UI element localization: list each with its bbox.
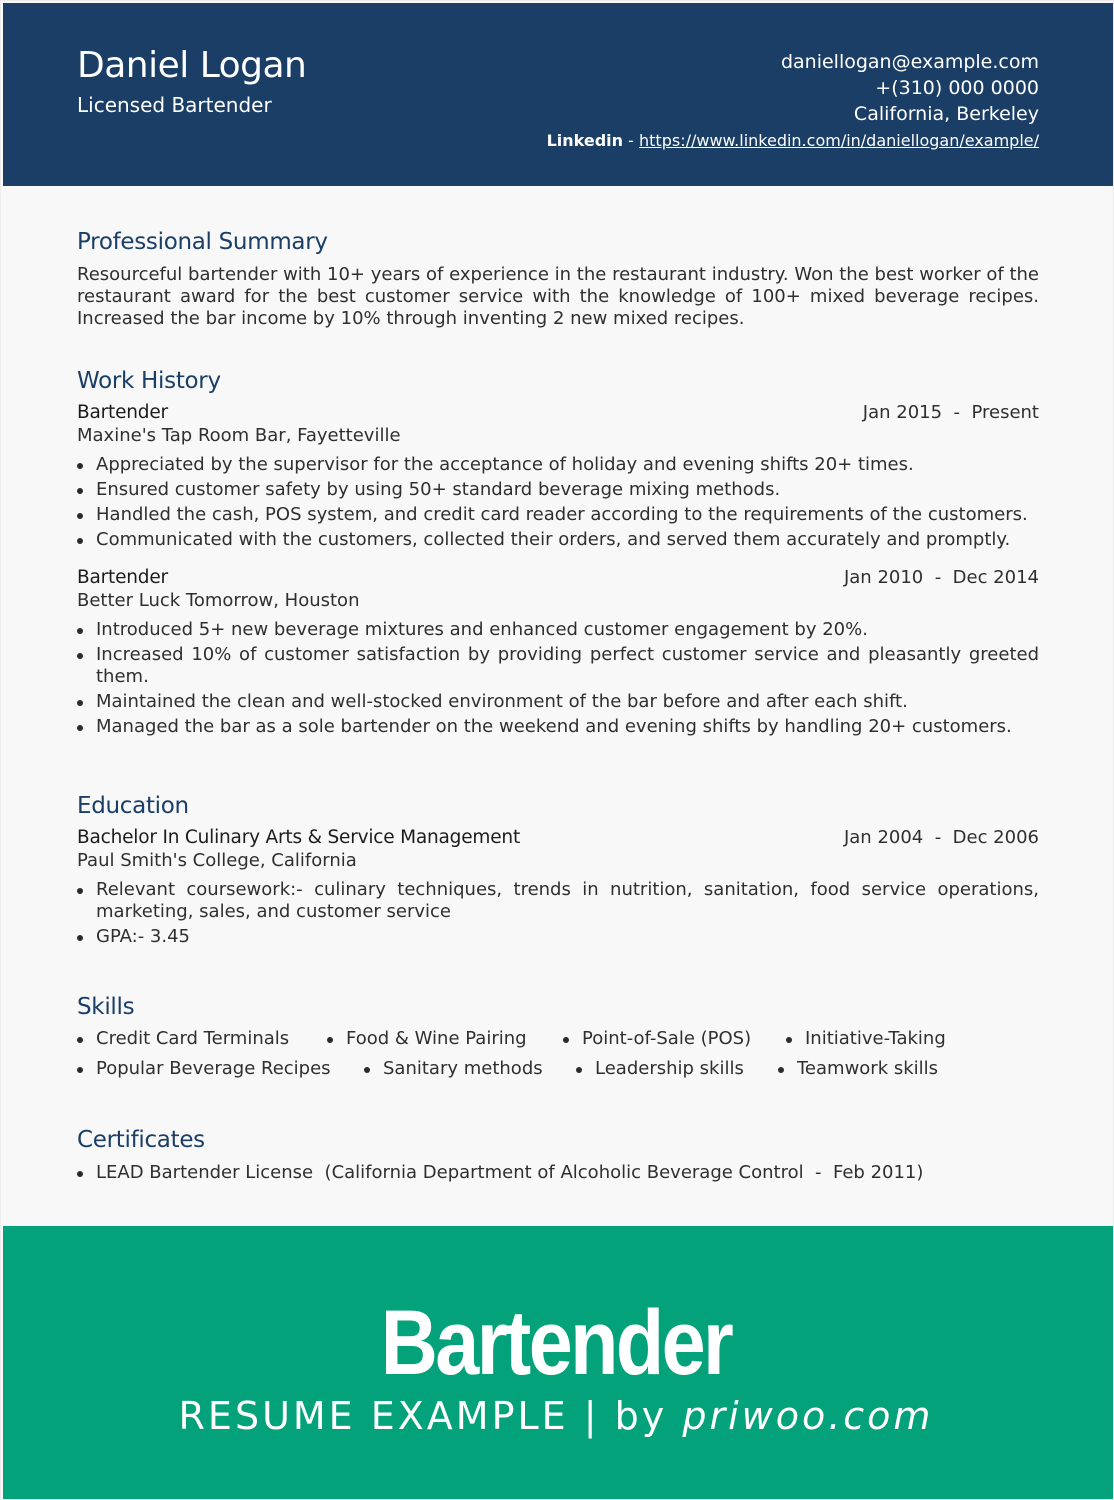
job-organization: Better Luck Tomorrow, Houston — [77, 590, 360, 611]
contact-email[interactable]: daniellogan@example.com — [780, 51, 1039, 73]
list-item: Relevant coursework:- culinary techniques, trends in nutrition, sanitation, food service operations, marketing, sales, and customer service — [77, 879, 1039, 923]
linkedin-label: Linkedin — [546, 131, 624, 150]
job-date: Jan 2010 - Dec 2014 — [843, 567, 1039, 588]
list-item: Managed the bar as a sole bartender on the weekend and evening shifts by handling 20+ customers. — [77, 716, 1039, 738]
banner-subtitle — [1, 1394, 1111, 1438]
section-title-work: Work History — [77, 368, 221, 394]
linkedin-link[interactable]: https://www.linkedin.com/in/daniellogan/example/ — [639, 131, 1039, 150]
education-entry — [77, 827, 1039, 948]
linkedin-separator: - — [623, 131, 640, 150]
list-item: Handled the cash, POS system, and credit card reader according to the requirements of the customers. — [77, 504, 1039, 526]
job-title: Bartender — [77, 402, 168, 423]
job-entry — [77, 402, 1039, 551]
skill-item: Credit Card Terminals — [77, 1024, 327, 1054]
list-item: LEAD Bartender License (California Department of Alcoholic Beverage Control - Feb 2011) — [77, 1162, 1039, 1184]
list-item: Introduced 5+ new beverage mixtures and enhanced customer engagement by 20%. — [77, 619, 1039, 641]
degree-title: Bachelor In Culinary Arts & Service Management — [77, 827, 520, 848]
resume-header — [3, 3, 1113, 186]
skill-item: Sanitary methods — [364, 1054, 576, 1084]
banner-subtitle-prefix: RESUME EXAMPLE | by — [178, 1394, 683, 1438]
job-bullets — [77, 619, 1039, 738]
candidate-role: Licensed Bartender — [77, 93, 272, 117]
job-title: Bartender — [77, 567, 168, 588]
summary-section — [77, 229, 1039, 330]
contact-linkedin — [547, 128, 1039, 154]
education-date: Jan 2004 - Dec 2006 — [843, 827, 1039, 848]
education-bullets — [77, 879, 1039, 948]
education-section — [77, 793, 1039, 951]
list-item: Appreciated by the supervisor for the acceptance of holiday and evening shifts 20+ times. — [77, 454, 1039, 476]
skill-item: Popular Beverage Recipes — [77, 1054, 364, 1084]
section-title-summary: Professional Summary — [77, 229, 328, 255]
contact-location: California, Berkeley — [853, 103, 1039, 125]
banner-site[interactable]: priwoo.com — [682, 1394, 934, 1438]
job-entry — [77, 567, 1039, 738]
list-item: Maintained the clean and well-stocked environment of the bar before and after each shift. — [77, 691, 1039, 713]
certificates-section — [77, 1127, 1039, 1187]
skill-item: Teamwork skills — [778, 1054, 938, 1084]
summary-text: Resourceful bartender with 10+ years of experience in the restaurant industry. Won the best worker of the restaurant award for the best customer service with the knowledge of 100+ mixed beverage recipes. Increased the bar income by 10% through inventing 2 new mixed recipes. — [77, 264, 1039, 329]
job-date: Jan 2015 - Present — [862, 402, 1039, 423]
list-item: Communicated with the customers, collected their orders, and served them accurately and promptly. — [77, 529, 1039, 551]
skills-section — [77, 994, 1039, 1084]
job-bullets — [77, 454, 1039, 551]
contact-block — [547, 49, 1039, 154]
skills-row — [77, 1054, 1039, 1084]
banner-title: Bartender — [380, 1292, 732, 1394]
section-title-certificates: Certificates — [77, 1127, 205, 1153]
skill-item: Leadership skills — [576, 1054, 778, 1084]
skill-item: Initiative-Taking — [786, 1024, 946, 1054]
skills-grid — [77, 1024, 1039, 1084]
list-item: Increased 10% of customer satisfaction by providing perfect customer service and pleasantly greeted them. — [77, 644, 1039, 688]
job-organization: Maxine's Tap Room Bar, Fayetteville — [77, 425, 401, 446]
work-history-section — [77, 368, 1039, 741]
school-name: Paul Smith's College, California — [77, 850, 357, 871]
section-title-skills: Skills — [77, 994, 135, 1020]
list-item: Ensured customer safety by using 50+ standard beverage mixing methods. — [77, 479, 1039, 501]
skill-item: Food & Wine Pairing — [327, 1024, 563, 1054]
candidate-name: Daniel Logan — [77, 45, 307, 86]
section-title-education: Education — [77, 793, 189, 819]
skill-item: Point-of-Sale (POS) — [563, 1024, 786, 1054]
contact-phone: +(310) 000 0000 — [875, 77, 1039, 99]
skills-row — [77, 1024, 1039, 1054]
certificate-list — [77, 1162, 1039, 1184]
list-item: GPA:- 3.45 — [77, 926, 1039, 948]
